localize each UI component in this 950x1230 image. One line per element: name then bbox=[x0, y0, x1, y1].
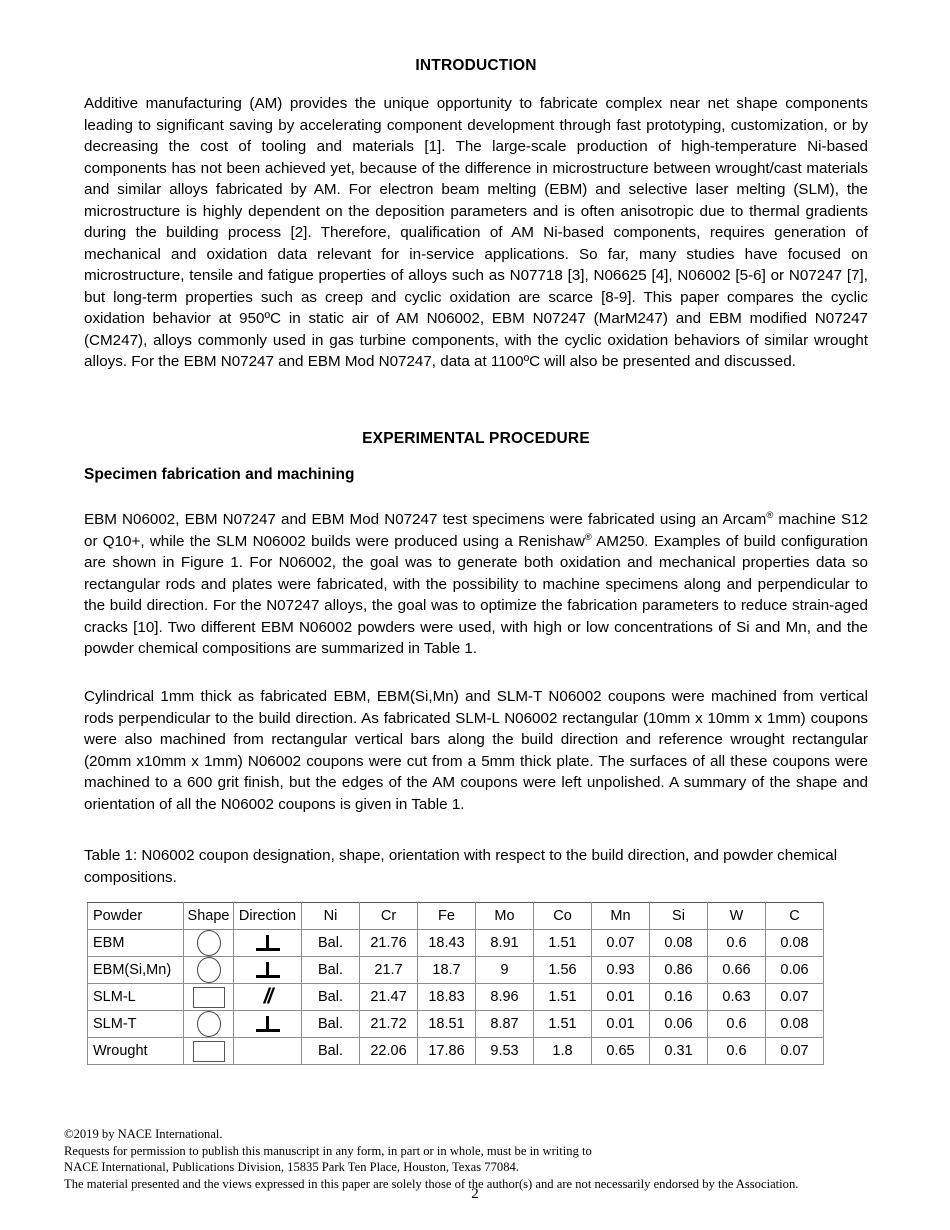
cell-direction bbox=[234, 1038, 302, 1065]
introduction-paragraph-block bbox=[84, 93, 868, 373]
column-header-w: W bbox=[708, 903, 766, 930]
fabrication-text-part3: AM250. Examples of build configuration are shown in Figure 1. For N06002, the goal was to generate both oxidation and mechanical properties data so rectangular rods and plates were fabricated, with the possibility to machine specimens along and perpendicular to the build direction. For the N07247 alloys, the goal was to optimize the fabrication parameters to reduce strain-aged cracks [10]. Two different EBM N06002 powders were used, with high or low concentrations of Si and Mn, and the powder chemical compositions are summarized in Table 1. bbox=[84, 532, 868, 657]
cell-co: 1.56 bbox=[534, 957, 592, 984]
cell-ni: Bal. bbox=[302, 1011, 360, 1038]
cell-mo: 9.53 bbox=[476, 1038, 534, 1065]
footer-permission-line-2: NACE International, Publications Division, 15835 Park Ten Place, Houston, Texas 77084. bbox=[64, 1160, 519, 1174]
cell-mn: 0.65 bbox=[592, 1038, 650, 1065]
cell-w: 0.6 bbox=[708, 1011, 766, 1038]
table-caption-block bbox=[84, 845, 868, 888]
coupon-machining-paragraph: Cylindrical 1mm thick as fabricated EBM, EBM(Si,Mn) and SLM-T N06002 coupons were machined from vertical rods perpendicular to the build direction. As fabricated SLM-L N06002 rectangular (10mm x 10mm x 1mm) coupons were also machined from rectangular vertical bars along the build direction and reference wrought rectangular (20mm x10mm x 1mm) N06002 coupons were cut from a 5mm thick plate. The surfaces of all these coupons were machined to a 600 grit finish, but the edges of the AM coupons were left unpolished. A summary of the shape and orientation of all the N06002 coupons is given in Table 1. bbox=[84, 688, 868, 813]
footer-permission-line-1: Requests for permission to publish this manuscript in any form, in part or in whole, must be in writing to bbox=[64, 1143, 592, 1158]
cell-w: 0.63 bbox=[708, 984, 766, 1011]
page-number: 2 bbox=[471, 1186, 479, 1202]
cell-mn: 0.01 bbox=[592, 1011, 650, 1038]
cell-powder: SLM-L bbox=[88, 984, 184, 1011]
cell-co: 1.51 bbox=[534, 1011, 592, 1038]
cell-ni: Bal. bbox=[302, 957, 360, 984]
cell-cr: 22.06 bbox=[360, 1038, 418, 1065]
column-header-si: Si bbox=[650, 903, 708, 930]
cell-c: 0.07 bbox=[766, 984, 824, 1011]
column-header-ni: Ni bbox=[302, 903, 360, 930]
fabrication-text-part1: EBM N06002, EBM N07247 and EBM Mod N07247 test specimens were fabricated using an Arcam bbox=[84, 511, 767, 528]
table-row bbox=[88, 984, 824, 1011]
experimental-procedure-heading-block bbox=[84, 430, 868, 448]
footer-disclaimer: The material presented and the views expressed in this paper are solely those of the author(s) and are not necessarily endorsed by the Association. bbox=[64, 1176, 799, 1191]
introduction-heading-block bbox=[84, 57, 868, 75]
cell-cr: 21.47 bbox=[360, 984, 418, 1011]
cell-powder: SLM-T bbox=[88, 1011, 184, 1038]
circle-shape-icon bbox=[197, 930, 221, 956]
cell-co: 1.8 bbox=[534, 1038, 592, 1065]
cell-c: 0.06 bbox=[766, 957, 824, 984]
cell-cr: 21.72 bbox=[360, 1011, 418, 1038]
perpendicular-symbol-icon bbox=[255, 960, 281, 980]
cell-mo: 8.87 bbox=[476, 1011, 534, 1038]
table-row bbox=[88, 1038, 824, 1065]
column-header-direction: Direction bbox=[234, 903, 302, 930]
column-header-co: Co bbox=[534, 903, 592, 930]
specimen-fabrication-heading: Specimen fabrication and machining bbox=[84, 466, 355, 483]
cell-mn: 0.93 bbox=[592, 957, 650, 984]
fabrication-paragraph bbox=[84, 509, 868, 660]
cell-powder: Wrought bbox=[88, 1038, 184, 1065]
circle-shape-icon bbox=[197, 1011, 221, 1037]
cell-direction bbox=[234, 930, 302, 957]
coupon-machining-paragraph-block bbox=[84, 686, 868, 815]
composition-table-body bbox=[88, 930, 824, 1065]
cell-cr: 21.76 bbox=[360, 930, 418, 957]
cell-si: 0.16 bbox=[650, 984, 708, 1011]
column-header-shape: Shape bbox=[184, 903, 234, 930]
cell-mo: 9 bbox=[476, 957, 534, 984]
fabrication-paragraph-block bbox=[84, 509, 868, 660]
cell-w: 0.6 bbox=[708, 930, 766, 957]
specimen-fabrication-heading-block bbox=[84, 466, 868, 484]
cell-si: 0.31 bbox=[650, 1038, 708, 1065]
cell-direction bbox=[234, 984, 302, 1011]
table-row bbox=[88, 1011, 824, 1038]
introduction-paragraph: Additive manufacturing (AM) provides the unique opportunity to fabricate complex near net shape components leading to significant saving by accelerating component development through fast prototyping, customization, or by decreasing the cost of tooling and materials [1]. The large-scale production of high-temperature Ni-based components has not been achieved yet, because of the difference in microstructure between wrought/cast materials and similar alloys fabricated by AM. For electron beam melting (EBM) and selective laser melting (SLM), the microstructure is highly dependent on the deposition parameters and is often anisotropic due to thermal gradients during the building process [2]. Therefore, qualification of AM Ni-based components, requires generation of mechanical and oxidation data relevant for in-service applications. So far, many studies have focused on microstructure, tensile and fatigue properties of alloys such as N07718 [3], N06625 [4], N06002 [5-6] or N07247 [7], but long-term properties such as creep and cyclic oxidation are scarce [8-9]. This paper compares the cyclic oxidation behavior at 950ºC in static air of AM N06002, EBM N07247 (MarM247) and EBM modified N07247 (CM247), alloys commonly used in gas turbine components, with the cyclic oxidation behaviors of similar wrought alloys. For the EBM N07247 and EBM Mod N07247, data at 1100ºC will also be presented and discussed. bbox=[84, 95, 868, 370]
cell-fe: 18.7 bbox=[418, 957, 476, 984]
cell-fe: 18.83 bbox=[418, 984, 476, 1011]
cell-co: 1.51 bbox=[534, 930, 592, 957]
rectangle-shape-icon bbox=[193, 987, 225, 1008]
cell-c: 0.08 bbox=[766, 1011, 824, 1038]
composition-table bbox=[87, 902, 824, 1065]
cell-ni: Bal. bbox=[302, 984, 360, 1011]
table-row bbox=[88, 957, 824, 984]
perpendicular-symbol-icon bbox=[255, 1014, 281, 1034]
fabrication-text-part2: machine S12 or Q10+, while the SLM N06002 builds were produced using a Renishaw bbox=[84, 511, 868, 550]
cell-si: 0.86 bbox=[650, 957, 708, 984]
column-header-mn: Mn bbox=[592, 903, 650, 930]
table-header-row bbox=[88, 903, 824, 930]
cell-si: 0.08 bbox=[650, 930, 708, 957]
experimental-procedure-heading: EXPERIMENTAL PROCEDURE bbox=[362, 430, 590, 447]
cell-shape bbox=[184, 984, 234, 1011]
cell-ni: Bal. bbox=[302, 1038, 360, 1065]
cell-mo: 8.96 bbox=[476, 984, 534, 1011]
column-header-c: C bbox=[766, 903, 824, 930]
table-caption: Table 1: N06002 coupon designation, shape, orientation with respect to the build direction, and powder chemical compositions. bbox=[84, 847, 838, 886]
cell-mn: 0.01 bbox=[592, 984, 650, 1011]
registered-trademark-icon-arcam: ® bbox=[766, 508, 774, 520]
cell-fe: 17.86 bbox=[418, 1038, 476, 1065]
cell-fe: 18.43 bbox=[418, 930, 476, 957]
footer-copyright: ©2019 by NACE International. bbox=[64, 1127, 223, 1141]
composition-table-header bbox=[88, 903, 824, 930]
cell-w: 0.66 bbox=[708, 957, 766, 984]
cell-shape bbox=[184, 957, 234, 984]
column-header-cr: Cr bbox=[360, 903, 418, 930]
cell-fe: 18.51 bbox=[418, 1011, 476, 1038]
cell-shape bbox=[184, 1038, 234, 1065]
parallel-symbol-icon: // bbox=[263, 985, 272, 1008]
cell-direction bbox=[234, 1011, 302, 1038]
page-footer bbox=[64, 1126, 864, 1192]
cell-cr: 21.7 bbox=[360, 957, 418, 984]
cell-powder: EBM bbox=[88, 930, 184, 957]
cell-direction bbox=[234, 957, 302, 984]
cell-mo: 8.91 bbox=[476, 930, 534, 957]
cell-c: 0.07 bbox=[766, 1038, 824, 1065]
cell-w: 0.6 bbox=[708, 1038, 766, 1065]
column-header-fe: Fe bbox=[418, 903, 476, 930]
registered-trademark-icon-renishaw: ® bbox=[584, 530, 592, 542]
perpendicular-symbol-icon bbox=[255, 933, 281, 953]
cell-co: 1.51 bbox=[534, 984, 592, 1011]
cell-shape bbox=[184, 930, 234, 957]
cell-si: 0.06 bbox=[650, 1011, 708, 1038]
cell-ni: Bal. bbox=[302, 930, 360, 957]
cell-shape bbox=[184, 1011, 234, 1038]
cell-powder: EBM(Si,Mn) bbox=[88, 957, 184, 984]
cell-mn: 0.07 bbox=[592, 930, 650, 957]
introduction-heading: INTRODUCTION bbox=[415, 57, 537, 74]
column-header-mo: Mo bbox=[476, 903, 534, 930]
circle-shape-icon bbox=[197, 957, 221, 983]
column-header-powder: Powder bbox=[88, 903, 184, 930]
table-row bbox=[88, 930, 824, 957]
cell-c: 0.08 bbox=[766, 930, 824, 957]
rectangle-shape-icon bbox=[193, 1041, 225, 1062]
composition-table-wrapper bbox=[87, 902, 824, 1065]
